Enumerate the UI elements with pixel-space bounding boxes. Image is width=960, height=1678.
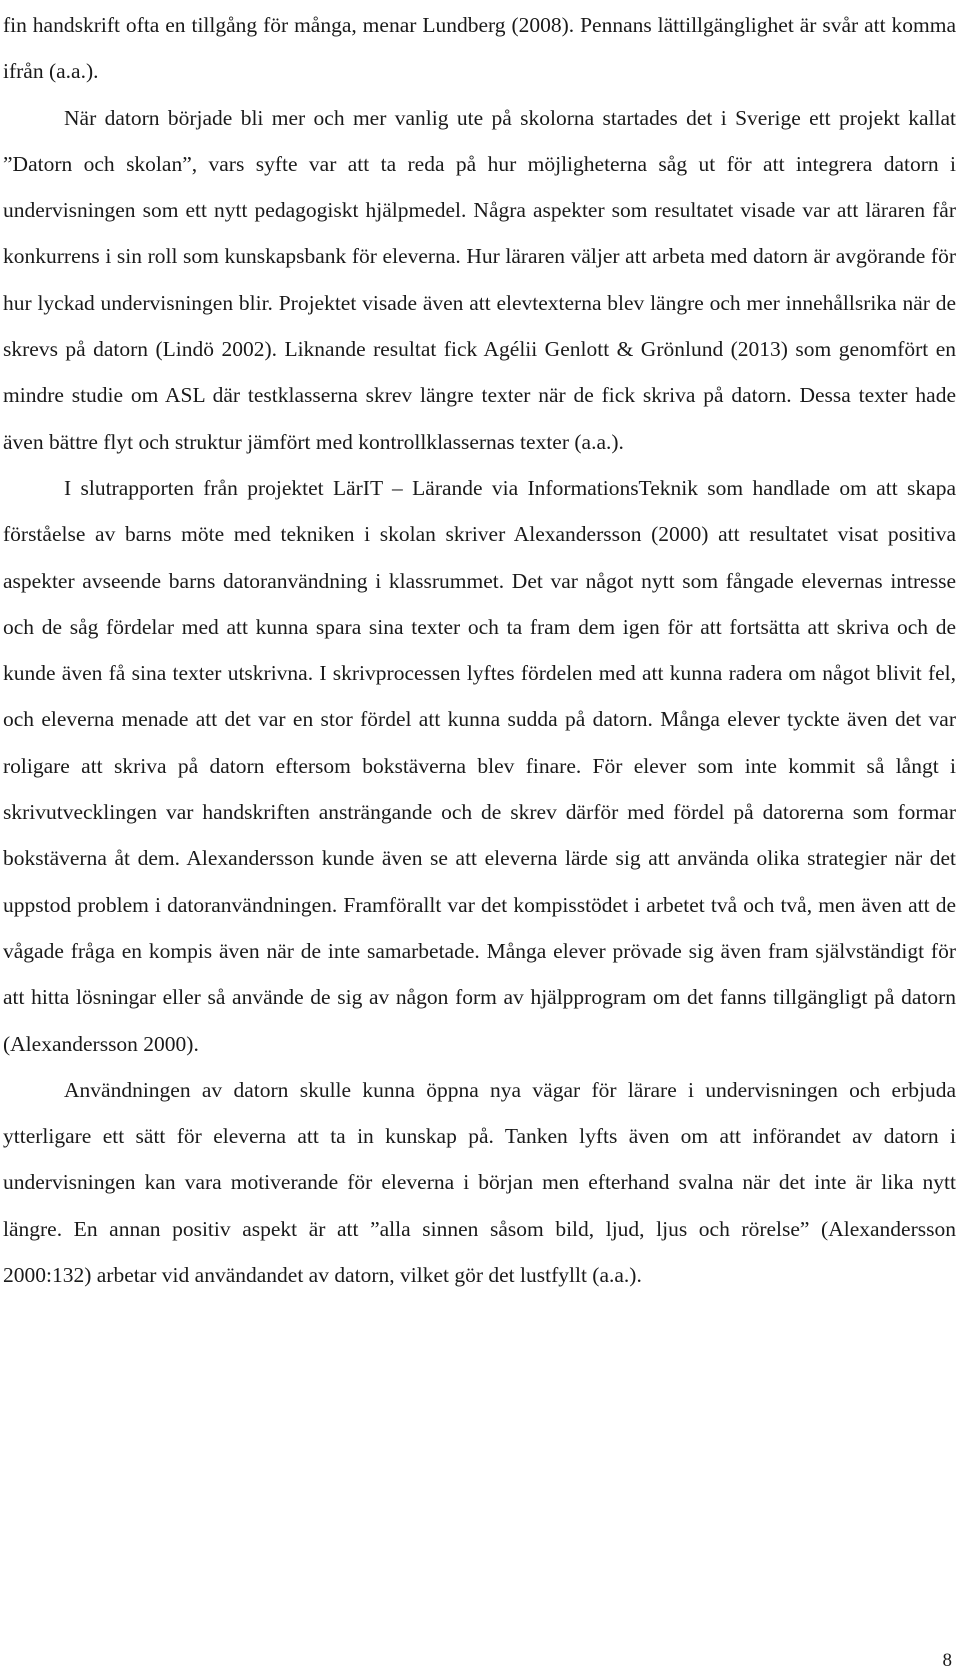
- paragraph-new-paths: Användningen av datorn skulle kunna öppna nya vägar för lärare i undervisningen och erbjuda ytterligare ett sätt för eleverna att ta in kunskap på. Tanken lyfts även om att införandet av datorn i undervisningen kan vara motiverande för eleverna i början men efterhand svalna när det inte är lika nytt längre. En annan positiv aspekt är att ”alla sinnen såsom bild, ljud, ljus och rörelse” (Alexandersson 2000:132) arbetar vid användandet av datorn, vilket gör det lustfyllt (a.a.).: [3, 1077, 956, 1288]
- body-text: [3, 2, 956, 1298]
- paragraph-datorn-och-skolan: När datorn började bli mer och mer vanlig ute på skolorna startades det i Sverige ett projekt kallat ”Datorn och skolan”, vars syfte var att ta reda på hur möjligheterna såg ut för att integrera datorn i undervisningen som ett nytt pedagogiskt hjälpmedel. Några aspekter som resultatet visade var att läraren får konkurrens i sin roll som kunskapsbank för eleverna. Hur läraren väljer att arbeta med datorn är avgörande för hur lyckad undervisningen blir. Projektet visade även att elevtexterna blev längre och mer innehållsrika när de skrevs på datorn (Lindö 2002). Liknande resultat fick Agélii Genlott & Grönlund (2013) som genomfört en mindre studie om ASL där testklasserna skrev längre texter när de fick skriva på datorn. Dessa texter hade även bättre flyt och struktur jämfört med kontrollklassernas texter (a.a.).: [3, 105, 956, 454]
- paragraph-larit-report: I slutrapporten från projektet LärIT – Lärande via InformationsTeknik som handlade om att skapa förståelse av barns möte med tekniken i skolan skriver Alexandersson (2000) att resultatet visat positiva aspekter avseende barns datoranvändning i klassrummet. Det var något nytt som fångade elevernas intresse och de såg fördelar med att kunna spara sina texter och ta fram dem igen för att fortsätta att skriva och de kunde även få sina texter utskrivna. I skrivprocessen lyftes fördelen med att kunna radera om något blivit fel, och eleverna menade att det var en stor fördel att kunna sudda på datorn. Många elever tyckte även det var roligare att skriva på datorn eftersom bokstäverna blev finare. För elever som inte kommit så långt i skrivutvecklingen var handskriften ansträngande och de skrev därför med fördel på datorerna som formar bokstäverna åt dem. Alexandersson kunde även se att eleverna lärde sig att använda olika strategier när det uppstod problem i datoranvändningen. Framförallt var det kompisstödet i arbetet två och två, men även att de vågade fråga en kompis även när de inte samarbetade. Många elever prövade sig även fram självständigt för att hitta lösningar eller så använde de sig av någon form av hjälpprogram om det fanns tillgängligt på datorn (Alexandersson 2000).: [3, 475, 956, 1056]
- page-number: 8: [942, 1650, 952, 1671]
- paragraph-continuation: fin handskrift ofta en tillgång för många, menar Lundberg (2008). Pennans lättillgänglighet är svår att komma ifrån (a.a.).: [3, 13, 956, 84]
